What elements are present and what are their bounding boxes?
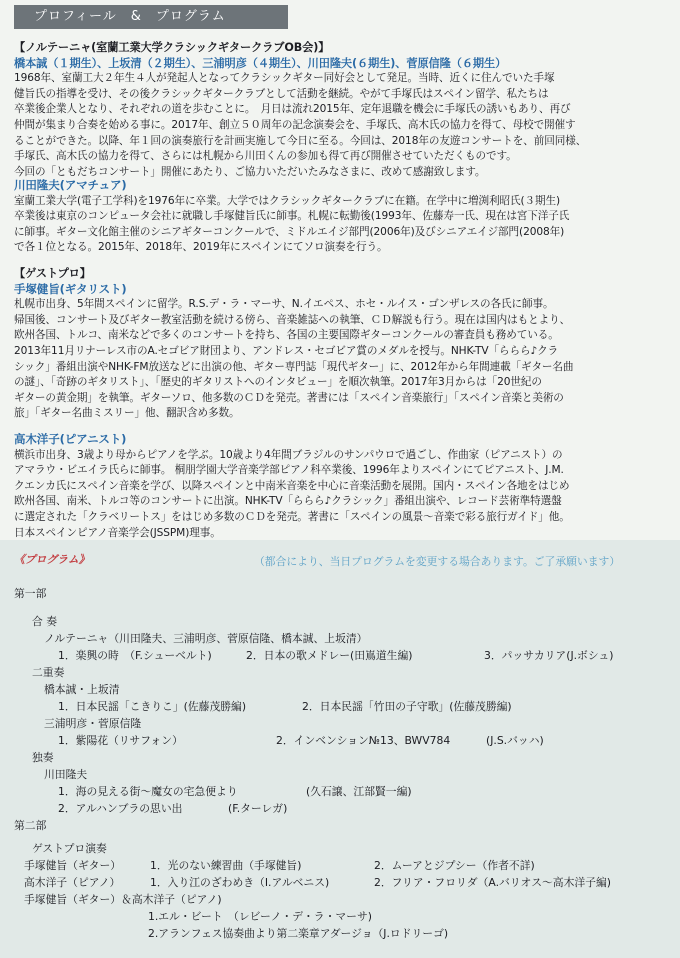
ensemble-piece: 2．日本の歌メドレー(田嶌道生編) <box>246 649 413 662</box>
tezuka-line: 札幌市出身、5年間スペインに留学。R.S.デ・ラ・マーサ、N.イエペス、ホセ・ルイス・ゴンザレスの各氏に師事。 <box>14 298 554 311</box>
solo-label: 独奏 <box>32 751 54 764</box>
duo-performers: 橋本誠・上坂清 <box>44 683 120 696</box>
solo-piece-arranger: (久石譲、江部賢一編) <box>306 785 412 798</box>
takagi-line: に選定された「クラベリートス」をはじめ多数のＣＤを発売。著書に「スペインの風景～音楽で彩る旅行ガイド」他。 <box>14 510 570 523</box>
part2-piece: 1．光のない練習曲（手塚健旨) <box>150 859 302 872</box>
program-note: （都合により、当日プログラムを変更する場合あります。ご了承願います） <box>254 555 621 568</box>
kawada-line: に師事。ギター文化館主催のシニアギターコンクールで、ミドルエイジ部門(2006年)及びシニアエイジ部門(2008年) <box>14 225 565 238</box>
tezuka-line: 帰国後、コンサート及びギター教室活動を続ける傍ら、音楽雑誌への執筆、ＣＤ解説も行う。現在は国内はもとより、 <box>14 313 571 326</box>
ensemble-label: 合 奏 <box>32 615 58 628</box>
part2-duo-piece: 1.エル・ビート （レビーノ・デ・ラ・マーサ) <box>148 910 372 923</box>
part2-piece: 1．入り江のざわめき（I.アルベニス) <box>150 876 330 889</box>
part2-performer: 高木洋子（ピアノ） <box>24 876 121 889</box>
part2-performer: 手塚健旨（ギター） <box>24 859 122 872</box>
tezuka-heading: 手塚健旨(ギタリスト) <box>14 281 127 296</box>
part2-title: 第二部 <box>14 819 47 832</box>
kawada-line: で各１位となる。2015年、2018年、2019年にスペインにてソロ演奏を行う。 <box>14 241 388 254</box>
takagi-line: 横浜市出身、3歳より母からピアノを学ぶ。10歳より4年間ブラジルのサンパウロで過ごし、作曲家（ピアニスト）の <box>14 448 563 461</box>
solo-piece-composer: (F.ターレガ) <box>228 802 288 815</box>
tezuka-line: の謎」、「奇跡のギタリスト」、「歴史的ギタリストへのインタビュー」を順次執筆。2017年3月からは「20世紀の <box>14 376 542 389</box>
duo-piece: 2．インベンション№13、BWV784 <box>276 734 451 747</box>
noltenia-line: 手塚氏、高木氏の協力を得て、さらには札幌から川田くんの参加も得て再び開催させていただくものです。 <box>14 150 517 163</box>
noltenia-line: 卒業後企業人となり、それぞれの道を歩むことに。 月日は流れ2015年、定年退職を機会に手塚氏の誘いもあり、再び <box>14 103 571 116</box>
kawada-heading: 川田隆夫(アマチュア) <box>14 178 127 192</box>
tezuka-line: シック」番組出演やNHK-FM放送などに出演の他、ギター専門誌「現代ギター」に、2012年から年間連載「ギター名曲 <box>14 360 574 373</box>
tezuka-line: 欧州各国、トルコ、南米などで多くのコンサートを持ち、各国の主要国際ギターコンクールの審査員も務めている。 <box>14 329 559 342</box>
part2-duo-piece: 2.アランフェス協奏曲より第二楽章アダージョ（J.ロドリーゴ) <box>148 927 449 940</box>
noltenia-profile <box>14 40 674 180</box>
takagi-line: 欧州各国、南米、トルコ等のコンサートに出演。NHK-TV「ららら♪クラシック」番組出演や、レコード芸術準特選盤 <box>14 495 562 508</box>
part2-label: ゲストプロ演奏 <box>32 842 107 855</box>
part1-title: 第一部 <box>14 587 47 600</box>
takagi-line: クエンカ氏にスペイン音楽を学び、以降スペインと中南米音楽を中心に音楽活動を展開。国内・スペイン各地をはじめ <box>14 479 570 492</box>
solo-piece: 2．アルハンブラの思い出 <box>58 802 183 815</box>
takagi-line: アマラウ・ビエイラ氏らに師事。 桐朋学園大学音楽学部ピアノ科卒業後、1996年よりスペインにてピアニスト、J.M. <box>14 464 564 477</box>
tezuka-line: 旅」「ギター名曲ミスリー」他、翻訳含め多数。 <box>14 407 240 420</box>
part2-piece: 2．フリア・フロリダ（A.バリオス～高木洋子編) <box>374 876 611 889</box>
solo-piece: 1．海の見える街～魔女の宅急便より <box>58 785 238 798</box>
part2-duo-performer: 手塚健旨（ギター）＆高木洋子（ピアノ) <box>24 893 222 906</box>
guest-heading: 【ゲストプロ】 <box>14 267 91 280</box>
takagi-line: 日本スペインピアノ音楽学会(JSSPM)理事。 <box>14 526 221 539</box>
tezuka-line: 2013年11月リナーレス市のA.セゴビア財団より、アンドレス・セゴビア賞のメダルを授与。NHK-TV「ららら♪クラ <box>14 344 559 357</box>
noltenia-members: 橋本誠（１期生）、上坂清（２期生）、三浦明彦（４期生）、川田隆夫(６期生)、菅原信隆（６期生） <box>14 56 507 70</box>
part2-piece: 2．ムーアとジプシー（作者不詳) <box>374 859 535 872</box>
noltenia-line: 1968年、室蘭工大２年生４人が発起人となってクラシックギター同好会として発足。当時、近くに住んでいた手塚 <box>14 72 555 85</box>
duo-piece: 1．日本民謡「こきりこ」(佐藤茂勝編) <box>58 700 247 713</box>
ensemble-piece: 1．楽興の時 （F.シューベルト) <box>58 649 212 662</box>
noltenia-line: ることができた。以降、年１回の演奏旅行を計画実施して今日に至る。今回は、2018年の友遊コンサートを、前回同様、 <box>14 134 587 147</box>
takagi-profile <box>14 432 674 541</box>
ensemble-performers: ノルテーニャ（川田隆夫、三浦明彦、菅原信隆、橋本誠、上坂清） <box>44 632 368 645</box>
duo-piece: 2．日本民謡「竹田の子守歌」(佐藤茂勝編) <box>302 700 512 713</box>
tezuka-line: ギターの黄金期」を執筆。ギターソロ、他多数のＣＤを発売。著書には「スペイン音楽旅行」「スペイン音楽と美術の <box>14 391 564 404</box>
kawada-line: 卒業後は東京のコンピュータ会社に就職し手塚健旨氏に師事。札幌に転勤後(1993年、佐藤寿一氏、現在は宮下洋子氏 <box>14 210 570 223</box>
noltenia-line: 仲間が集まり合奏を始める事に。2017年、創立５０周年の記念演奏会を、手塚氏、高木氏の協力を得て、母校で開催す <box>14 118 576 131</box>
section-title: プロフィール & プログラム <box>14 5 288 29</box>
program-heading: 《プログラム》 <box>14 553 90 566</box>
duo-piece-composer: (J.S.バッハ) <box>486 734 544 747</box>
duo-piece: 1．紫陽花（リサフォン） <box>58 734 183 747</box>
guest-profile <box>14 266 674 422</box>
ensemble-piece: 3．パッサカリア(J.ボシュ) <box>484 649 614 662</box>
kawada-line: 室蘭工業大学(電子工学科)を1976年に卒業。大学ではクラシックギタークラブに在籍。在学中に増渕利昭氏(３期生) <box>14 194 561 207</box>
duo-performers: 三浦明彦・菅原信隆 <box>44 717 142 730</box>
noltenia-heading: 【ノルテーニャ(室蘭工業大学クラシックギタークラブOB会)】 <box>14 41 330 54</box>
noltenia-line: 健旨氏の指導を受け、その後クラシックギタークラブとして活動を継続。やがて手塚氏はスペイン留学、私たちは <box>14 87 549 100</box>
noltenia-line: 今回の「ともだちコンサート」開催にあたり、ご協力いただいたみなさまに、改めて感謝致します。 <box>14 165 486 178</box>
takagi-heading: 高木洋子(ピアニスト) <box>14 432 127 446</box>
solo-performer: 川田隆夫 <box>44 768 88 781</box>
kawada-profile <box>14 178 674 256</box>
duo-label: 二重奏 <box>32 666 65 679</box>
